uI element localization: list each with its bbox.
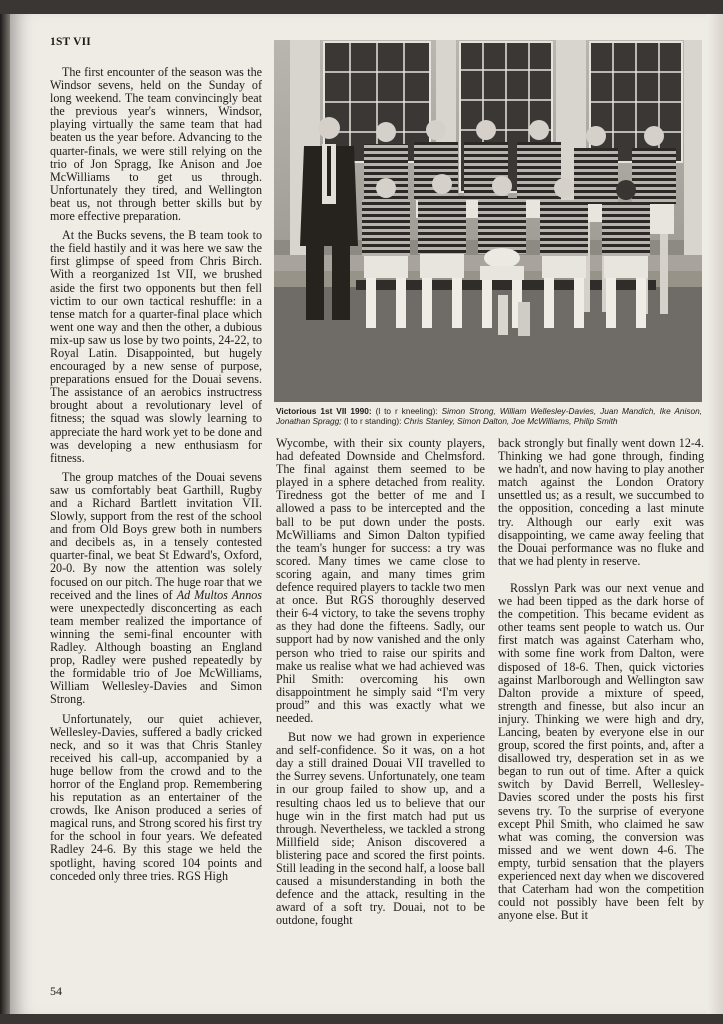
paragraph: The first encounter of the season was the Windsor sevens, held on the Sunday of long weekend. The team convincingly beat the previous year's winners, Windsor, playing virtually the same team that had beaten us the year before. Advancing to the quarter-finals, we were still relying on the trio of Jon Spragg, Ike Anison and Joe McWilliams to get us through. Unfortunately they tired, and Wellington beat us, not through better skills but by more effective preparation. — [50, 65, 262, 224]
article-column-3 — [498, 437, 704, 928]
team-photo-image — [274, 40, 702, 402]
paragraph: Unfortunately, our quiet achiever, Wellesley-Davies, suffered a badly cricked neck, and so it was that Chris Stanley received his call-up, accompanied by a huge bellow from the crowd and to the horror of the England prop. Remembering his reputation as an entertainer of the crowds, Ike Anison produced a series of magical runs, and Strong scored his first try for the school in four years. We defeated Radley 24-6. By this stage we held the spotlight, having scored 104 points and conceded only three tries. RGS High — [50, 711, 262, 883]
caption-title: Victorious 1st VII 1990: — [276, 406, 372, 416]
section-title: 1ST VII — [50, 36, 91, 48]
page-number: 54 — [50, 984, 62, 998]
paragraph: At the Bucks sevens, the B team took to the field hastily and it was here we saw the first glimpse of speed from Chris Birch. With a reorganized 1st VII, we brushed aside the first two opponents but then fell victim to our own tactical reshuffle: in a tense match for a quarter-final place which went one way and then the other, a dubious mix-up saw us lose by two points, 24-22, to Royal Latin. Disappointed, but hugely encouraged by a new sense of purpose, preparations ensued for the Douai sevens. The assistance of an aerobics instructress brought about a revolutionary level of fitness; the squad was slowly learning to appreciate the hard work yet to be done and was developing a new enthusiasm for fitness. — [50, 228, 262, 465]
caption-kneeling-names: Simon Strong, William Wellesley-Davies, Juan Mandich, Ike Anison, Jonathan Spragg; — [276, 406, 702, 426]
page-edge — [707, 14, 723, 1014]
paragraph: But now we had grown in experience and self-confidence. So it was, on a hot day a still drained Douai VII travelled to the Surrey sevens. Unfortunately, one team in our group failed to show up, and a resulting chaos led us to believe that our huge win in the first match had put us through. Nevertheless, we tackled a strong Millfield side; Anison discovered a blistering pace and scored the first points. Still leading in the second half, a loose ball caused a misunderstanding in both the defence and the attack, resulting in the award of a soft try. Douai, not to be outdone, fought — [276, 730, 485, 928]
caption-kneeling-label: (l to r kneeling): — [375, 406, 438, 416]
paragraph: back strongly but finally went down 12-4. Thinking we had gone through, finding we hadn't, and now having to play another match against the London Oratory unsettled us; as a result, we succumbed to the opposition, conceding a last minute try. Although our early exit was disappointing, we came away feeling that the Douai performance was no fluke and that we had plenty in reserve. — [498, 436, 704, 568]
text-run: were unexpectedly disconcerting as each team member realized the importance of winning the semi-final encounter with Radley. Although boasting an England prop, Radley were pushed repeatedly by the formidable trio of Joe McWilliams, William Wellesley-Davies and Simon Strong. — [50, 600, 262, 707]
team-photo — [274, 40, 702, 402]
caption-standing-label: (l to r standing): — [343, 416, 402, 426]
photo-caption — [276, 406, 702, 426]
article-column-2 — [276, 437, 485, 933]
paragraph: Rosslyn Park was our next venue and we had been tipped as the dark horse of the competition. This became evident as other teams sent people to watch us. Our first match was against Caterham who, with some fine work from Dalton, were disposed of 18-6. Then, quick victories against Marlborough and Wellington saw Dalton provide a mixture of speed, strength and finesse, but also incur an injury. Thinking we were high and dry, Lancing, beaten by everyone else in our group, scored the first points, and, after a disallowed try, desperation set in as we began to run out of time. After a quick switch by David Berrell, Wellesley-Davies scored under the posts his first sevens try. To the surprise of everyone except Phil Smith, who claimed he saw what was coming, the conversion was missed and we went down 4-6. The empty, turbid sensation that the players experienced next day when we discovered that Caterham had won the competition could not possibly have been felt by anyone else. But it — [498, 580, 704, 923]
caption-standing-names: Chris Stanley, Simon Dalton, Joe McWilliams, Philip Smith — [403, 416, 618, 426]
article-column-1 — [50, 66, 262, 889]
text-run: The group matches of the Douai sevens saw us comfortably beat Garthill, Rugby and a Richard Bartlett invitation VII. Slowly, support from the rest of the school and from Old Boys grew both in numbers and decibels as, in a tensely contested quarter-final, we beat St Edward's, Oxford, 20-0. By now the attention was solely focused on our pitch. The huge roar that we received and the lines of — [50, 469, 262, 602]
latin-motto: Ad Multos Annos — [176, 587, 263, 602]
paragraph: Wycombe, with their six county players, had defeated Downside and Chelmsford. The final against them seemed to be played in a sphere detached from reality. Tiredness got the better of me and I allowed a pass to be intercepted and the ball to be put down under the posts. McWilliams and Simon Dalton typified the team's hunger for success: a try was scored. Many times we came close to scoring again, and many times grim defence required players to tackle two men at once. But RGS thoroughly deserved their 6-4 victory, to take the sevens trophy as they had done the fifteens. Sadly, our support had by now vanished and the only person who tried to raise our spirits and make us realise what we had achieved was Phil Smith: overcoming his own disappointment he simply said “I'm very proud” and this was exactly what we needed. — [276, 436, 485, 725]
paragraph — [50, 471, 262, 707]
